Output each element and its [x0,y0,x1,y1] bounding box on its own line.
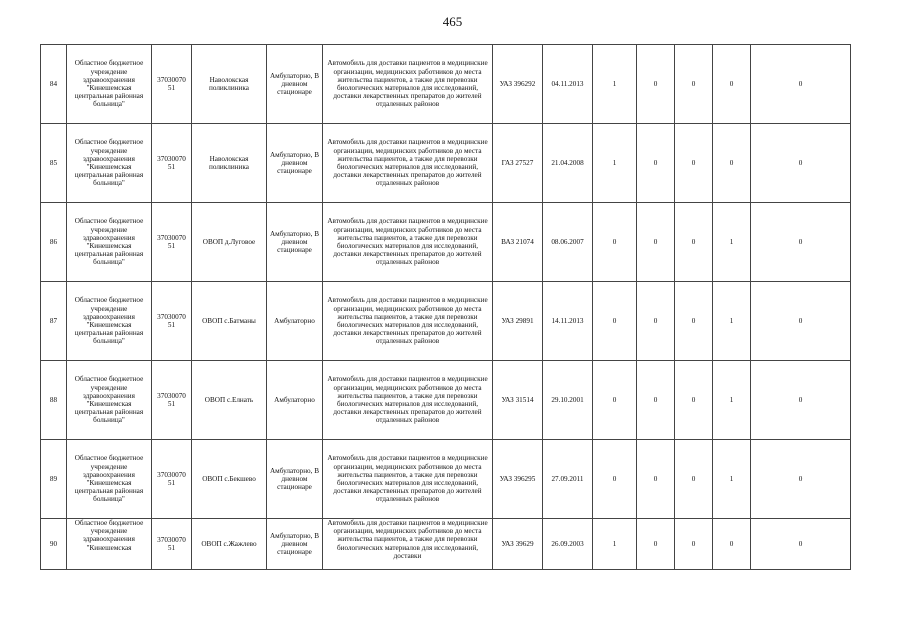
organization-cell: Областное бюджетное учреждение здравоохранения "Кинешемская [67,519,152,570]
count-cell-4: 1 [713,361,751,440]
date-cell: 14.11.2013 [543,282,593,361]
count-cell-4: 1 [713,440,751,519]
unit-cell: ОВОП с.Жажлево [192,519,267,570]
vehicle-table [40,44,851,570]
row-number: 87 [41,282,67,361]
row-number: 85 [41,124,67,203]
count-cell-1: 0 [593,440,637,519]
vehicle-cell: УАЗ 31514 [493,361,543,440]
code-cell: 37030070 51 [152,282,192,361]
count-cell-5: 0 [751,519,851,570]
count-cell-3: 0 [675,440,713,519]
table-row [41,282,851,361]
count-cell-5: 0 [751,361,851,440]
count-cell-1: 1 [593,45,637,124]
table-row [41,45,851,124]
care-mode-cell: Амбулаторно, В дневном стационаре [267,519,323,570]
count-cell-2: 0 [637,519,675,570]
purpose-cell: Автомобиль для доставки пациентов в медицинские организации, медицинских работников до места жительства пациентов, а также для перевозки биологических материалов для исследований, доставки лекарственных препаратов до жителей отдаленных районов [323,124,493,203]
count-cell-5: 0 [751,440,851,519]
table-row [41,124,851,203]
unit-cell: ОВОП д.Луговое [192,203,267,282]
unit-cell: ОВОП с.Бекшево [192,440,267,519]
table-row [41,519,851,570]
row-number: 88 [41,361,67,440]
vehicle-cell: УАЗ 396292 [493,45,543,124]
table-row [41,361,851,440]
purpose-cell: Автомобиль для доставки пациентов в медицинские организации, медицинских работников до места жительства пациентов, а также для перевозки биологических материалов для исследований, доставки [323,519,493,570]
date-cell: 27.09.2011 [543,440,593,519]
count-cell-4: 1 [713,203,751,282]
count-cell-1: 1 [593,124,637,203]
organization-cell: Областное бюджетное учреждение здравоохранения "Кинешемская центральная районная больница" [67,440,152,519]
row-number: 84 [41,45,67,124]
organization-cell: Областное бюджетное учреждение здравоохранения "Кинешемская центральная районная больница" [67,361,152,440]
count-cell-3: 0 [675,203,713,282]
count-cell-3: 0 [675,282,713,361]
table-row [41,440,851,519]
care-mode-cell: Амбулаторно, В дневном стационаре [267,124,323,203]
care-mode-cell: Амбулаторно [267,282,323,361]
vehicle-cell: ГАЗ 27527 [493,124,543,203]
organization-cell: Областное бюджетное учреждение здравоохранения "Кинешемская центральная районная больница" [67,282,152,361]
care-mode-cell: Амбулаторно [267,361,323,440]
row-number: 89 [41,440,67,519]
unit-cell: Наволокская поликлиника [192,124,267,203]
date-cell: 26.09.2003 [543,519,593,570]
code-cell: 37030070 51 [152,45,192,124]
count-cell-2: 0 [637,440,675,519]
code-cell: 37030070 51 [152,124,192,203]
table-row [41,203,851,282]
count-cell-3: 0 [675,361,713,440]
purpose-cell: Автомобиль для доставки пациентов в медицинские организации, медицинских работников до места жительства пациентов, а также для перевозки биологических материалов для исследований, доставки лекарственных препаратов до жителей отдаленных районов [323,361,493,440]
count-cell-2: 0 [637,45,675,124]
count-cell-3: 0 [675,124,713,203]
care-mode-cell: Амбулаторно, В дневном стационаре [267,203,323,282]
count-cell-2: 0 [637,361,675,440]
count-cell-5: 0 [751,282,851,361]
count-cell-5: 0 [751,124,851,203]
date-cell: 04.11.2013 [543,45,593,124]
organization-cell: Областное бюджетное учреждение здравоохранения "Кинешемская центральная районная больница" [67,124,152,203]
organization-cell: Областное бюджетное учреждение здравоохранения "Кинешемская центральная районная больница" [67,45,152,124]
count-cell-1: 1 [593,519,637,570]
care-mode-cell: Амбулаторно, В дневном стационаре [267,440,323,519]
code-cell: 37030070 51 [152,440,192,519]
count-cell-2: 0 [637,203,675,282]
count-cell-3: 0 [675,45,713,124]
page-number: 465 [442,14,463,29]
code-cell: 37030070 51 [152,361,192,440]
organization-cell: Областное бюджетное учреждение здравоохранения "Кинешемская центральная районная больница" [67,203,152,282]
count-cell-5: 0 [751,45,851,124]
row-number: 86 [41,203,67,282]
count-cell-2: 0 [637,282,675,361]
date-cell: 21.04.2008 [543,124,593,203]
purpose-cell: Автомобиль для доставки пациентов в медицинские организации, медицинских работников до места жительства пациентов, а также для перевозки биологических материалов для исследований, доставки лекарственных препаратов до жителей отдаленных районов [323,282,493,361]
count-cell-4: 0 [713,45,751,124]
count-cell-4: 0 [713,519,751,570]
purpose-cell: Автомобиль для доставки пациентов в медицинские организации, медицинских работников до места жительства пациентов, а также для перевозки биологических материалов для исследований, доставки лекарственных препаратов до жителей отдаленных районов [323,45,493,124]
count-cell-4: 1 [713,282,751,361]
care-mode-cell: Амбулаторно, В дневном стационаре [267,45,323,124]
count-cell-3: 0 [675,519,713,570]
vehicle-cell: ВАЗ 21074 [493,203,543,282]
purpose-cell: Автомобиль для доставки пациентов в медицинские организации, медицинских работников до места жительства пациентов, а также для перевозки биологических материалов для исследований, доставки лекарственных препаратов до жителей отдаленных районов [323,440,493,519]
vehicle-cell: УАЗ 396295 [493,440,543,519]
count-cell-1: 0 [593,361,637,440]
count-cell-4: 0 [713,124,751,203]
vehicle-cell: УАЗ 39629 [493,519,543,570]
code-cell: 37030070 51 [152,203,192,282]
row-number: 90 [41,519,67,570]
count-cell-5: 0 [751,203,851,282]
count-cell-1: 0 [593,282,637,361]
date-cell: 29.10.2001 [543,361,593,440]
date-cell: 08.06.2007 [543,203,593,282]
unit-cell: Наволокская поликлиника [192,45,267,124]
purpose-cell: Автомобиль для доставки пациентов в медицинские организации, медицинских работников до места жительства пациентов, а также для перевозки биологических материалов для исследований, доставки лекарственных препаратов до жителей отдаленных районов [323,203,493,282]
count-cell-2: 0 [637,124,675,203]
vehicle-cell: УАЗ 29891 [493,282,543,361]
count-cell-1: 0 [593,203,637,282]
code-cell: 37030070 51 [152,519,192,570]
unit-cell: ОВОП с.Батманы [192,282,267,361]
unit-cell: ОВОП с.Елнать [192,361,267,440]
